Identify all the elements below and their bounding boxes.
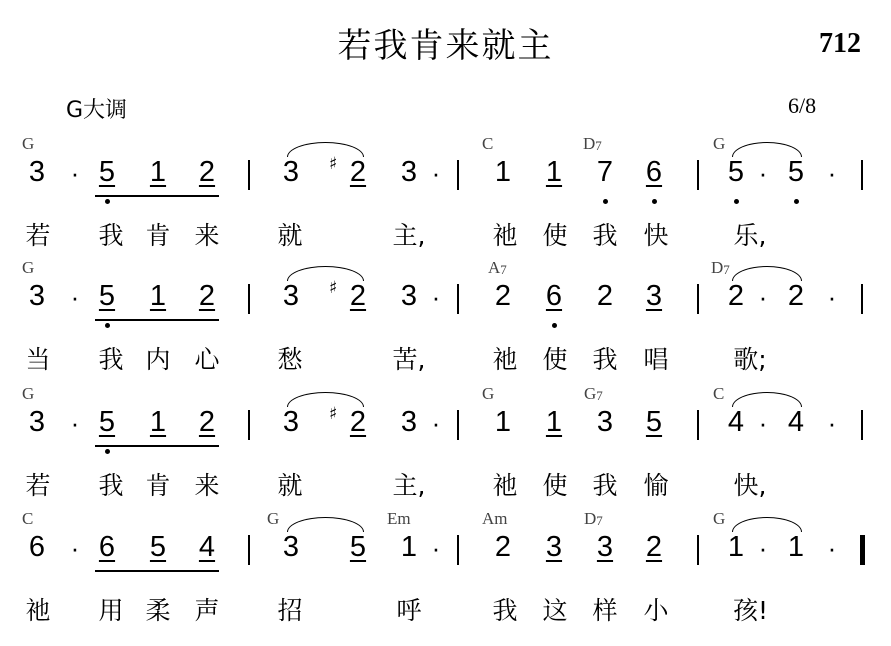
- barline: [457, 535, 459, 565]
- dot-duration: ·: [827, 533, 837, 563]
- note: 1: [545, 406, 563, 438]
- chord-root: G: [22, 258, 35, 277]
- note: 2: [494, 531, 512, 563]
- note: 3: [545, 531, 563, 563]
- tie-arc: [732, 392, 802, 407]
- sharp-sign: ♯: [329, 278, 338, 298]
- key-signature: G大调: [66, 98, 128, 123]
- barline: [697, 160, 699, 190]
- lyric-character: 主,: [392, 221, 426, 250]
- lyric-character: 祂: [492, 471, 518, 500]
- note: 1: [149, 156, 167, 188]
- chord-symbol: [267, 509, 279, 529]
- note: 1: [494, 156, 512, 188]
- beam-line: [95, 570, 219, 572]
- lyric-character: 柔: [145, 596, 171, 625]
- chord-symbol: [488, 258, 507, 278]
- chord-symbol: [713, 509, 725, 529]
- chord-root: G: [267, 509, 280, 528]
- lyric-character: 乐,: [733, 221, 767, 250]
- dot-duration: ·: [431, 533, 441, 563]
- note: 4: [787, 406, 805, 438]
- chord-symbol: [583, 134, 602, 154]
- time-signature: 6/8: [788, 93, 817, 118]
- chord-root: D: [584, 509, 597, 528]
- lyric-character: 我: [592, 221, 618, 250]
- dot-duration: ·: [758, 408, 768, 438]
- note: 5: [149, 531, 167, 563]
- note: 5: [98, 156, 116, 188]
- chord-root: D: [711, 258, 724, 277]
- barline: [861, 284, 863, 314]
- lyric-character: 快: [643, 221, 669, 250]
- chord-root: G: [482, 384, 495, 403]
- chord-root: Am: [482, 509, 508, 528]
- lyric-character: 若: [25, 221, 51, 250]
- chord-symbol: [584, 509, 603, 529]
- note: 3: [596, 531, 614, 563]
- lyric-character: 歌;: [733, 345, 767, 374]
- note: 1: [149, 406, 167, 438]
- barline: [457, 284, 459, 314]
- note: 6: [545, 280, 563, 312]
- note: 3: [400, 280, 418, 312]
- dot-duration: ·: [70, 282, 80, 312]
- note: 7: [596, 156, 614, 188]
- dot-duration: ·: [758, 533, 768, 563]
- dot-duration: ·: [431, 282, 441, 312]
- dot-duration: ·: [70, 158, 80, 188]
- note: 6: [645, 156, 663, 188]
- note: 2: [198, 406, 216, 438]
- final-barline: [860, 535, 865, 565]
- note: 6: [28, 531, 46, 563]
- note: 6: [98, 531, 116, 563]
- note: 2: [727, 280, 745, 312]
- chord-symbol: [22, 509, 33, 529]
- note: 1: [787, 531, 805, 563]
- note: 2: [198, 280, 216, 312]
- chord-symbol: [22, 258, 34, 278]
- lyric-character: 我: [98, 471, 124, 500]
- note: 2: [349, 280, 367, 312]
- sharp-sign: ♯: [329, 154, 338, 174]
- lyric-character: 孩!: [733, 596, 769, 625]
- octave-dot-below: [603, 199, 608, 204]
- lyric-character: 苦,: [392, 345, 426, 374]
- dot-duration: ·: [827, 158, 837, 188]
- lyric-character: 我: [98, 221, 124, 250]
- octave-dot-below: [652, 199, 657, 204]
- lyric-character: 若: [25, 471, 51, 500]
- chord-extension: 7: [723, 262, 730, 277]
- note: 3: [282, 280, 300, 312]
- note: 3: [282, 156, 300, 188]
- chord-symbol: [713, 384, 724, 404]
- chord-root: G: [584, 384, 597, 403]
- dot-duration: ·: [827, 282, 837, 312]
- lyric-character: 使: [542, 471, 568, 500]
- lyric-character: 祂: [492, 221, 518, 250]
- tie-arc: [732, 142, 802, 157]
- note: 5: [98, 406, 116, 438]
- note: 4: [727, 406, 745, 438]
- tie-arc: [287, 142, 364, 157]
- note: 1: [727, 531, 745, 563]
- octave-dot-below: [105, 449, 110, 454]
- lyric-character: 来: [194, 221, 220, 250]
- barline: [248, 284, 250, 314]
- dot-duration: ·: [431, 408, 441, 438]
- barline: [248, 160, 250, 190]
- chord-symbol: [584, 384, 603, 404]
- note: 2: [349, 156, 367, 188]
- note: 4: [198, 531, 216, 563]
- lyric-character: 心: [194, 345, 220, 374]
- lyric-character: 我: [492, 596, 518, 625]
- chord-root: G: [713, 134, 726, 153]
- barline: [697, 410, 699, 440]
- note: 2: [198, 156, 216, 188]
- note: 2: [645, 531, 663, 563]
- note: 5: [349, 531, 367, 563]
- note: 1: [400, 531, 418, 563]
- lyric-character: 肯: [145, 221, 171, 250]
- tie-arc: [732, 517, 802, 532]
- barline: [457, 410, 459, 440]
- chord-root: Em: [387, 509, 411, 528]
- note: 1: [494, 406, 512, 438]
- lyric-character: 声: [194, 596, 220, 625]
- chord-symbol: [482, 134, 493, 154]
- chord-root: C: [482, 134, 494, 153]
- note: 3: [645, 280, 663, 312]
- note: 3: [282, 531, 300, 563]
- lyric-character: 我: [98, 345, 124, 374]
- lyric-character: 来: [194, 471, 220, 500]
- dot-duration: ·: [758, 282, 768, 312]
- chord-root: C: [713, 384, 725, 403]
- note: 3: [400, 156, 418, 188]
- tie-arc: [287, 392, 364, 407]
- note: 5: [645, 406, 663, 438]
- chord-extension: 7: [596, 388, 603, 403]
- chord-root: A: [488, 258, 501, 277]
- octave-dot-below: [105, 199, 110, 204]
- chord-symbol: [711, 258, 730, 278]
- chord-symbol: [482, 384, 494, 404]
- barline: [697, 535, 699, 565]
- chord-root: D: [583, 134, 596, 153]
- octave-dot-below: [552, 323, 557, 328]
- note: 2: [596, 280, 614, 312]
- dot-duration: ·: [431, 158, 441, 188]
- lyric-character: 就: [277, 221, 303, 250]
- note: 3: [28, 406, 46, 438]
- lyric-character: 内: [145, 345, 171, 374]
- lyric-character: 愉: [643, 471, 669, 500]
- chord-symbol: [22, 134, 34, 154]
- lyric-character: 使: [542, 221, 568, 250]
- page-title: 若我肯来就主: [337, 26, 554, 66]
- chord-root: G: [22, 134, 35, 153]
- beam-line: [95, 195, 219, 197]
- chord-extension: 7: [595, 138, 602, 153]
- lyric-character: 我: [592, 345, 618, 374]
- lyric-character: 祂: [25, 596, 51, 625]
- octave-dot-below: [734, 199, 739, 204]
- chord-symbol: [387, 509, 411, 529]
- tie-arc: [287, 517, 364, 532]
- chord-symbol: [22, 384, 34, 404]
- lyric-character: 就: [277, 471, 303, 500]
- barline: [248, 535, 250, 565]
- lyric-character: 使: [542, 345, 568, 374]
- lyric-character: 招: [277, 596, 303, 625]
- note: 5: [98, 280, 116, 312]
- lyric-character: 愁: [277, 345, 303, 374]
- barline: [861, 410, 863, 440]
- lyric-character: 样: [592, 596, 618, 625]
- barline: [861, 160, 863, 190]
- beam-line: [95, 445, 219, 447]
- note: 3: [28, 156, 46, 188]
- lyric-character: 我: [592, 471, 618, 500]
- barline: [248, 410, 250, 440]
- note: 3: [596, 406, 614, 438]
- note: 1: [149, 280, 167, 312]
- dot-duration: ·: [70, 408, 80, 438]
- dot-duration: ·: [758, 158, 768, 188]
- hymn-number: 712: [819, 28, 861, 59]
- lyric-character: 肯: [145, 471, 171, 500]
- lyric-character: 主,: [392, 471, 426, 500]
- note: 3: [400, 406, 418, 438]
- chord-root: G: [713, 509, 726, 528]
- note: 3: [282, 406, 300, 438]
- tie-arc: [287, 266, 364, 281]
- tie-arc: [732, 266, 802, 281]
- octave-dot-below: [794, 199, 799, 204]
- dot-duration: ·: [827, 408, 837, 438]
- note: 5: [727, 156, 745, 188]
- dot-duration: ·: [70, 533, 80, 563]
- lyric-character: 快,: [733, 471, 767, 500]
- chord-root: G: [22, 384, 35, 403]
- chord-extension: 7: [500, 262, 507, 277]
- barline: [697, 284, 699, 314]
- note: 5: [787, 156, 805, 188]
- chord-symbol: [713, 134, 725, 154]
- barline: [457, 160, 459, 190]
- octave-dot-below: [105, 323, 110, 328]
- note: 2: [349, 406, 367, 438]
- chord-symbol: [482, 509, 508, 529]
- lyric-character: 唱: [643, 345, 669, 374]
- note: 1: [545, 156, 563, 188]
- chord-root: C: [22, 509, 34, 528]
- lyric-character: 这: [542, 596, 568, 625]
- note: 2: [787, 280, 805, 312]
- sharp-sign: ♯: [329, 404, 338, 424]
- chord-extension: 7: [596, 513, 603, 528]
- lyric-character: 呼: [396, 596, 422, 625]
- note: 2: [494, 280, 512, 312]
- note: 3: [28, 280, 46, 312]
- lyric-character: 当: [25, 345, 51, 374]
- beam-line: [95, 319, 219, 321]
- lyric-character: 祂: [492, 345, 518, 374]
- lyric-character: 小: [643, 596, 669, 625]
- lyric-character: 用: [98, 596, 124, 625]
